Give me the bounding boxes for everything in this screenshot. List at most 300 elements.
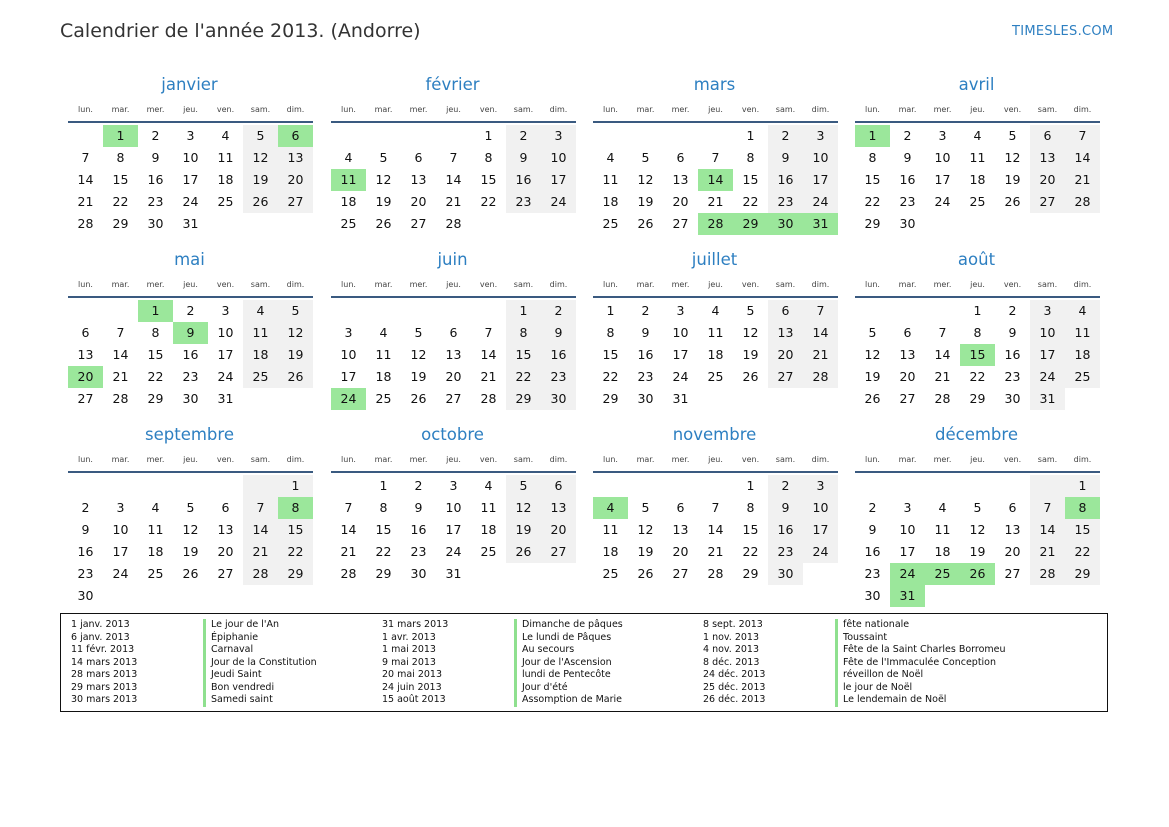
day-cell: 2	[151, 128, 160, 143]
day-cell: 17	[217, 347, 234, 362]
weekday-label: jeu.	[970, 280, 985, 289]
holiday-date: 25 déc. 2013	[703, 681, 766, 693]
weekday-label: ven.	[1003, 280, 1022, 289]
empty-cell	[471, 563, 506, 585]
day-cell: 13	[768, 322, 803, 344]
day-cell: 26	[375, 216, 392, 231]
day-cell: 30	[864, 588, 881, 603]
weekday-label: jeu.	[183, 105, 198, 114]
weekday-label: mer.	[409, 280, 428, 289]
day-cell: 12	[742, 325, 759, 340]
day-cell: 24	[890, 563, 925, 585]
day-cell: 1	[379, 478, 388, 493]
month-name: novembre	[672, 425, 757, 444]
holiday-date: 9 mai 2013	[382, 656, 436, 668]
day-cell: 4	[221, 128, 230, 143]
day-cell: 2	[541, 300, 576, 322]
day-cell: 27	[217, 566, 234, 581]
day-cell: 21	[445, 194, 462, 209]
day-cell: 9	[173, 322, 208, 344]
day-cell: 23	[410, 544, 427, 559]
empty-cell	[331, 475, 366, 497]
weekday-label: dim.	[1073, 455, 1092, 464]
weekday-label: mer.	[146, 280, 165, 289]
day-cell: 27	[672, 216, 689, 231]
day-cell: 10	[112, 522, 129, 537]
weekday-label: sam.	[1037, 280, 1058, 289]
month-3	[593, 72, 838, 235]
empty-cell	[663, 125, 698, 147]
day-cell: 28	[243, 563, 278, 585]
day-cell: 4	[606, 150, 615, 165]
brand-link[interactable]: TIMESLES.COM	[1012, 24, 1114, 39]
day-cell: 30	[899, 216, 916, 231]
day-cell: 7	[449, 150, 458, 165]
day-cell: 9	[81, 522, 90, 537]
day-cell: 29	[278, 563, 313, 585]
day-cell: 8	[746, 500, 755, 515]
weekday-label: lun.	[865, 105, 880, 114]
day-cell: 23	[506, 191, 541, 213]
weekday-label: lun.	[78, 280, 93, 289]
day-cell: 1	[606, 303, 615, 318]
day-cell: 23	[768, 191, 803, 213]
day-cell: 8	[151, 325, 160, 340]
day-cell: 16	[410, 522, 427, 537]
day-cell: 8	[868, 150, 877, 165]
day-cell: 31	[1030, 388, 1065, 410]
weekday-label: lun.	[341, 280, 356, 289]
holiday-date: 1 nov. 2013	[703, 631, 759, 643]
month-8	[855, 247, 1100, 410]
day-cell: 10	[182, 150, 199, 165]
day-cell: 6	[768, 300, 803, 322]
day-cell: 25	[1065, 366, 1100, 388]
day-cell: 14	[1065, 147, 1100, 169]
day-cell: 2	[903, 128, 912, 143]
day-grid	[855, 125, 1100, 235]
day-cell: 18	[707, 347, 724, 362]
empty-cell	[890, 300, 925, 322]
empty-cell	[138, 475, 173, 497]
day-cell: 29	[506, 388, 541, 410]
day-cell: 17	[445, 522, 462, 537]
day-cell: 29	[1065, 563, 1100, 585]
day-cell: 13	[1030, 147, 1065, 169]
day-cell: 3	[803, 125, 838, 147]
day-cell: 1	[278, 475, 313, 497]
day-cell: 17	[182, 172, 199, 187]
day-cell: 7	[484, 325, 493, 340]
day-cell: 23	[864, 566, 881, 581]
empty-cell	[663, 475, 698, 497]
day-cell: 28	[112, 391, 129, 406]
weekday-label: sam.	[513, 105, 534, 114]
holiday-name: Le lendemain de Noël	[835, 694, 946, 707]
day-cell: 4	[938, 500, 947, 515]
day-cell: 15	[864, 172, 881, 187]
day-cell: 24	[803, 541, 838, 563]
weekday-label: ven.	[741, 280, 760, 289]
day-cell: 31	[217, 391, 234, 406]
weekday-label: jeu.	[708, 105, 723, 114]
day-cell: 3	[676, 303, 685, 318]
holiday-name: Bon vendredi	[203, 682, 274, 695]
weekday-label: dim.	[811, 280, 830, 289]
holiday-date: 28 mars 2013	[71, 669, 138, 680]
month-name: juillet	[691, 250, 738, 269]
weekday-label: ven.	[479, 105, 498, 114]
weekday-label: mar.	[898, 455, 917, 464]
day-cell: 12	[1004, 150, 1021, 165]
day-cell: 6	[541, 475, 576, 497]
day-cell: 22	[602, 369, 619, 384]
weekday-label: mer.	[933, 455, 952, 464]
day-cell: 8	[484, 150, 493, 165]
day-cell: 11	[375, 347, 392, 362]
day-cell: 11	[602, 172, 619, 187]
day-cell: 6	[1030, 125, 1065, 147]
month-name: janvier	[161, 75, 218, 94]
day-cell: 20	[899, 369, 916, 384]
day-cell: 10	[1030, 322, 1065, 344]
day-cell: 16	[899, 172, 916, 187]
empty-cell	[436, 300, 471, 322]
empty-cell	[995, 475, 1030, 497]
day-cell: 16	[147, 172, 164, 187]
day-cell: 10	[445, 500, 462, 515]
day-cell: 26	[1004, 194, 1021, 209]
weekday-label: mar.	[111, 105, 130, 114]
day-cell: 25	[707, 369, 724, 384]
holiday-name: Jour d'été	[514, 682, 568, 695]
day-cell: 27	[77, 391, 94, 406]
day-cell: 15	[1065, 519, 1100, 541]
day-cell: 18	[217, 172, 234, 187]
weekday-label: sam.	[1037, 455, 1058, 464]
day-cell: 2	[768, 125, 803, 147]
weekday-label: dim.	[1073, 280, 1092, 289]
empty-cell	[436, 125, 471, 147]
day-cell: 21	[243, 541, 278, 563]
weekday-label: mer.	[146, 105, 165, 114]
day-cell: 15	[112, 172, 129, 187]
day-cell: 28	[340, 566, 357, 581]
day-cell: 20	[768, 344, 803, 366]
weekday-label: mar.	[374, 105, 393, 114]
day-cell: 19	[410, 369, 427, 384]
day-cell: 6	[676, 150, 685, 165]
weekday-label: mer.	[409, 455, 428, 464]
empty-cell	[506, 213, 541, 235]
weekday-header	[331, 104, 576, 123]
day-cell: 25	[969, 194, 986, 209]
empty-cell	[925, 475, 960, 497]
day-cell: 27	[1004, 566, 1021, 581]
weekday-label: lun.	[341, 455, 356, 464]
day-cell: 7	[803, 300, 838, 322]
day-cell: 20	[410, 194, 427, 209]
weekday-label: jeu.	[708, 455, 723, 464]
day-cell: 29	[112, 216, 129, 231]
day-cell: 19	[182, 544, 199, 559]
empty-cell	[925, 213, 960, 235]
day-cell: 19	[1004, 172, 1021, 187]
day-cell: 8	[116, 150, 125, 165]
day-cell: 22	[969, 369, 986, 384]
day-cell: 23	[899, 194, 916, 209]
weekday-label: mer.	[933, 105, 952, 114]
day-cell: 2	[641, 303, 650, 318]
empty-cell	[541, 213, 576, 235]
day-cell: 7	[711, 500, 720, 515]
day-cell: 30	[768, 213, 803, 235]
day-cell: 18	[934, 544, 951, 559]
weekday-label: lun.	[603, 105, 618, 114]
weekday-label: mar.	[636, 455, 655, 464]
day-cell: 13	[77, 347, 94, 362]
day-cell: 1	[973, 303, 982, 318]
weekday-label: sam.	[1037, 105, 1058, 114]
day-cell: 21	[340, 544, 357, 559]
day-cell: 5	[1008, 128, 1017, 143]
day-cell: 31	[890, 585, 925, 607]
day-cell: 26	[742, 369, 759, 384]
empty-cell	[208, 213, 243, 235]
day-cell: 1	[138, 300, 173, 322]
empty-cell	[401, 300, 436, 322]
empty-cell	[331, 300, 366, 322]
day-cell: 24	[541, 191, 576, 213]
day-cell: 7	[81, 150, 90, 165]
holiday-date: 8 déc. 2013	[703, 656, 760, 668]
day-cell: 31	[803, 213, 838, 235]
day-cell: 3	[221, 303, 230, 318]
day-cell: 10	[541, 147, 576, 169]
weekday-label: mar.	[111, 280, 130, 289]
day-cell: 5	[506, 475, 541, 497]
day-cell: 4	[973, 128, 982, 143]
day-cell: 12	[969, 522, 986, 537]
day-cell: 25	[602, 216, 619, 231]
day-cell: 20	[1030, 169, 1065, 191]
holiday-name: le jour de Noël	[835, 682, 912, 695]
day-cell: 22	[480, 194, 497, 209]
day-cell: 12	[243, 147, 278, 169]
month-6	[331, 247, 576, 410]
empty-cell	[1030, 213, 1065, 235]
day-cell: 31	[672, 391, 689, 406]
day-cell: 14	[112, 347, 129, 362]
day-cell: 25	[147, 566, 164, 581]
day-cell: 27	[899, 391, 916, 406]
day-cell: 26	[637, 566, 654, 581]
day-grid	[855, 300, 1100, 410]
month-12	[855, 422, 1100, 607]
day-cell: 30	[77, 588, 94, 603]
month-5	[68, 247, 313, 410]
empty-cell	[995, 585, 1030, 607]
day-cell: 17	[899, 544, 916, 559]
day-cell: 20	[278, 169, 313, 191]
day-cell: 2	[81, 500, 90, 515]
day-cell: 29	[742, 566, 759, 581]
day-cell: 29	[733, 213, 768, 235]
day-cell: 30	[768, 563, 803, 585]
day-cell: 12	[864, 347, 881, 362]
day-cell: 12	[375, 172, 392, 187]
day-cell: 9	[541, 322, 576, 344]
empty-cell	[68, 300, 103, 322]
empty-cell	[173, 585, 208, 607]
empty-cell	[471, 213, 506, 235]
day-cell: 25	[217, 194, 234, 209]
holiday-name: Toussaint	[835, 632, 887, 645]
empty-cell	[506, 563, 541, 585]
day-cell: 10	[934, 150, 951, 165]
holiday-name: Le lundi de Pâques	[514, 632, 611, 645]
weekday-label: sam.	[513, 280, 534, 289]
weekday-label: sam.	[250, 105, 271, 114]
day-cell: 9	[1008, 325, 1017, 340]
day-grid	[331, 475, 576, 585]
day-cell: 18	[375, 369, 392, 384]
day-cell: 18	[1065, 344, 1100, 366]
day-cell: 26	[410, 391, 427, 406]
day-cell: 17	[934, 172, 951, 187]
day-cell: 31	[182, 216, 199, 231]
day-cell: 13	[445, 347, 462, 362]
day-cell: 20	[1004, 544, 1021, 559]
day-cell: 23	[1004, 369, 1021, 384]
day-cell: 12	[637, 172, 654, 187]
holiday-date: 11 févr. 2013	[71, 644, 135, 655]
month-name: juin	[437, 250, 468, 269]
day-cell: 29	[864, 216, 881, 231]
day-cell: 5	[973, 500, 982, 515]
weekday-label: mer.	[409, 105, 428, 114]
day-cell: 13	[1004, 522, 1021, 537]
empty-cell	[925, 585, 960, 607]
day-cell: 1	[855, 125, 890, 147]
weekday-label: sam.	[775, 455, 796, 464]
weekday-label: mer.	[933, 280, 952, 289]
day-cell: 25	[375, 391, 392, 406]
weekday-label: mar.	[374, 280, 393, 289]
weekday-header	[331, 279, 576, 298]
day-cell: 23	[768, 541, 803, 563]
day-cell: 4	[484, 478, 493, 493]
day-cell: 6	[278, 125, 313, 147]
day-cell: 17	[672, 347, 689, 362]
day-cell: 19	[742, 347, 759, 362]
day-grid	[331, 125, 576, 235]
empty-cell	[401, 125, 436, 147]
day-cell: 7	[344, 500, 353, 515]
day-cell: 26	[960, 563, 995, 585]
weekday-label: dim.	[549, 280, 568, 289]
day-cell: 17	[112, 544, 129, 559]
day-cell: 20	[672, 194, 689, 209]
empty-cell	[331, 125, 366, 147]
weekday-header	[855, 279, 1100, 298]
day-cell: 22	[864, 194, 881, 209]
day-cell: 6	[221, 500, 230, 515]
day-cell: 19	[243, 169, 278, 191]
day-cell: 21	[803, 344, 838, 366]
day-cell: 10	[899, 522, 916, 537]
day-cell: 3	[541, 125, 576, 147]
holiday-name: Le jour de l'An	[203, 619, 279, 632]
weekday-label: ven.	[741, 105, 760, 114]
weekday-label: dim.	[286, 280, 305, 289]
empty-cell	[366, 125, 401, 147]
weekday-label: dim.	[286, 455, 305, 464]
day-cell: 28	[445, 216, 462, 231]
day-cell: 28	[1065, 191, 1100, 213]
day-cell: 11	[1065, 322, 1100, 344]
day-cell: 28	[480, 391, 497, 406]
empty-cell	[803, 388, 838, 410]
weekday-label: lun.	[865, 280, 880, 289]
day-cell: 15	[742, 172, 759, 187]
day-cell: 3	[803, 475, 838, 497]
weekday-label: jeu.	[708, 280, 723, 289]
weekday-label: ven.	[741, 455, 760, 464]
holiday-date: 1 avr. 2013	[382, 631, 436, 643]
month-name: août	[957, 250, 996, 269]
day-cell: 8	[506, 322, 541, 344]
weekday-label: sam.	[775, 105, 796, 114]
day-cell: 31	[445, 566, 462, 581]
day-cell: 10	[217, 325, 234, 340]
day-cell: 4	[243, 300, 278, 322]
day-cell: 9	[768, 497, 803, 519]
weekday-label: lun.	[78, 455, 93, 464]
day-cell: 16	[506, 169, 541, 191]
weekday-header	[68, 104, 313, 123]
day-cell: 18	[969, 172, 986, 187]
weekday-label: sam.	[250, 280, 271, 289]
day-cell: 16	[637, 347, 654, 362]
day-cell: 7	[1065, 125, 1100, 147]
empty-cell	[960, 213, 995, 235]
day-cell: 17	[340, 369, 357, 384]
weekday-label: sam.	[775, 280, 796, 289]
weekday-label: mar.	[374, 455, 393, 464]
weekday-header	[331, 454, 576, 473]
weekday-label: mar.	[636, 105, 655, 114]
day-cell: 13	[541, 497, 576, 519]
empty-cell	[628, 475, 663, 497]
empty-cell	[855, 300, 890, 322]
weekday-label: ven.	[479, 280, 498, 289]
day-cell: 13	[899, 347, 916, 362]
day-cell: 26	[637, 216, 654, 231]
holiday-name: Jour de l'Ascension	[514, 657, 612, 670]
day-cell: 19	[969, 544, 986, 559]
day-cell: 15	[147, 347, 164, 362]
month-11	[593, 422, 838, 585]
day-cell: 1	[506, 300, 541, 322]
day-cell: 22	[147, 369, 164, 384]
day-cell: 14	[803, 322, 838, 344]
day-grid	[593, 125, 838, 235]
empty-cell	[138, 585, 173, 607]
month-name: septembre	[145, 425, 234, 444]
weekday-label: dim.	[1073, 105, 1092, 114]
day-cell: 13	[217, 522, 234, 537]
